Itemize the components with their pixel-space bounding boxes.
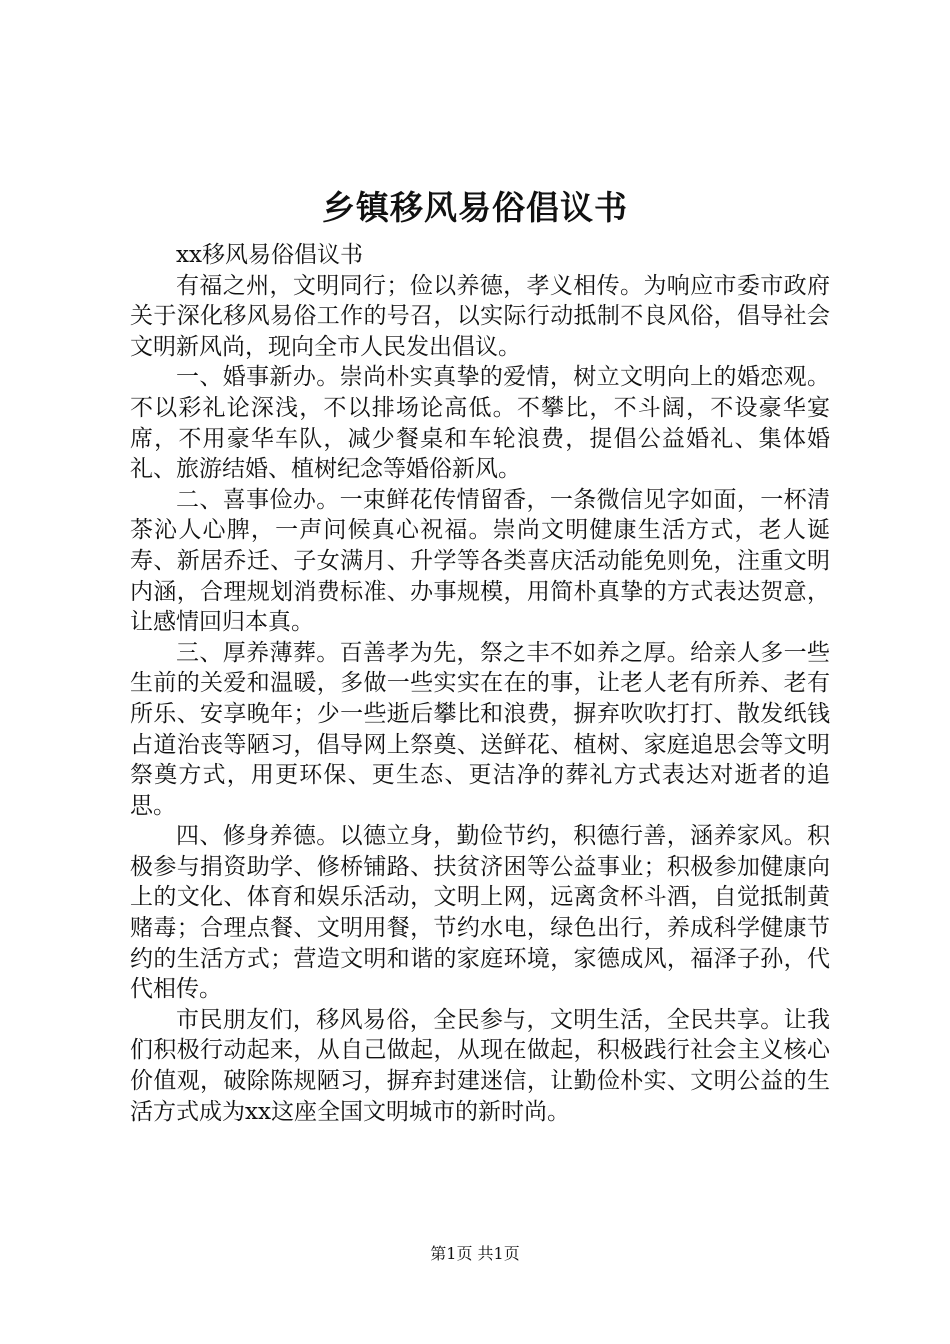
paragraph-celebration: 二、喜事俭办。一束鲜花传情留香，一条微信见字如面，一杯清茶沁人心脾，一声问候真心祝福。崇尚文明健康生活方式，老人诞寿、新居乔迁、子女满月、升学等各类喜庆活动能免则免，注重文明内涵，合理规划消费标准、办事规模，用简朴真挚的方式表达贺意，让感情回归本真。 [130,486,830,636]
document-title: 乡镇移风易俗倡议书 [322,188,628,227]
paragraph-funeral: 三、厚养薄葬。百善孝为先，祭之丰不如养之厚。给亲人多一些生前的关爱和温暖，多做一些实实在在的事，让老人老有所养、老有所乐、安享晚年；少一些逝后攀比和浪费，摒弃吹吹打打、散发纸钱占道治丧等陋习，倡导网上祭奠、送鲜花、植树、家庭追思会等文明祭奠方式，用更环保、更生态、更洁净的葬礼方式表达对逝者的追思。 [130,639,830,819]
paragraph-intro: 有福之州，文明同行；俭以养德，孝义相传。为响应市委市政府关于深化移风易俗工作的号召，以实际行动抵制不良风俗，倡导社会文明新风尚，现向全市人民发出倡议。 [130,272,830,360]
page-footer: 第1页 共1页 [430,1244,520,1263]
paragraph-subtitle: xx移风易俗倡议书 [176,242,363,268]
document-body [130,240,830,1127]
paragraph-wedding: 一、婚事新办。崇尚朴实真挚的爱情，树立文明向上的婚恋观。不以彩礼论深浅，不以排场论高低。不攀比，不斗阔，不设豪华宴席，不用豪华车队，减少餐桌和车轮浪费，提倡公益婚礼、集体婚礼、旅游结婚、植树纪念等婚俗新风。 [130,364,830,483]
paragraph-closing: 市民朋友们，移风易俗，全民参与，文明生活，全民共享。让我们积极行动起来，从自己做起，从现在做起，积极践行社会主义核心价值观，破除陈规陋习，摒弃封建迷信，让勤俭朴实、文明公益的生活方式成为xx这座全国文明城市的新时尚。 [130,1006,830,1125]
paragraph-virtue: 四、修身养德。以德立身，勤俭节约，积德行善，涵养家风。积极参与捐资助学、修桥铺路、扶贫济困等公益事业；积极参加健康向上的文化、体育和娱乐活动，文明上网，远离贪杯斗酒，自觉抵制黄赌毒；合理点餐、文明用餐，节约水电，绿色出行，养成科学健康节约的生活方式；营造文明和谐的家庭环境，家德成风，福泽子孙，代代相传。 [130,823,830,1003]
